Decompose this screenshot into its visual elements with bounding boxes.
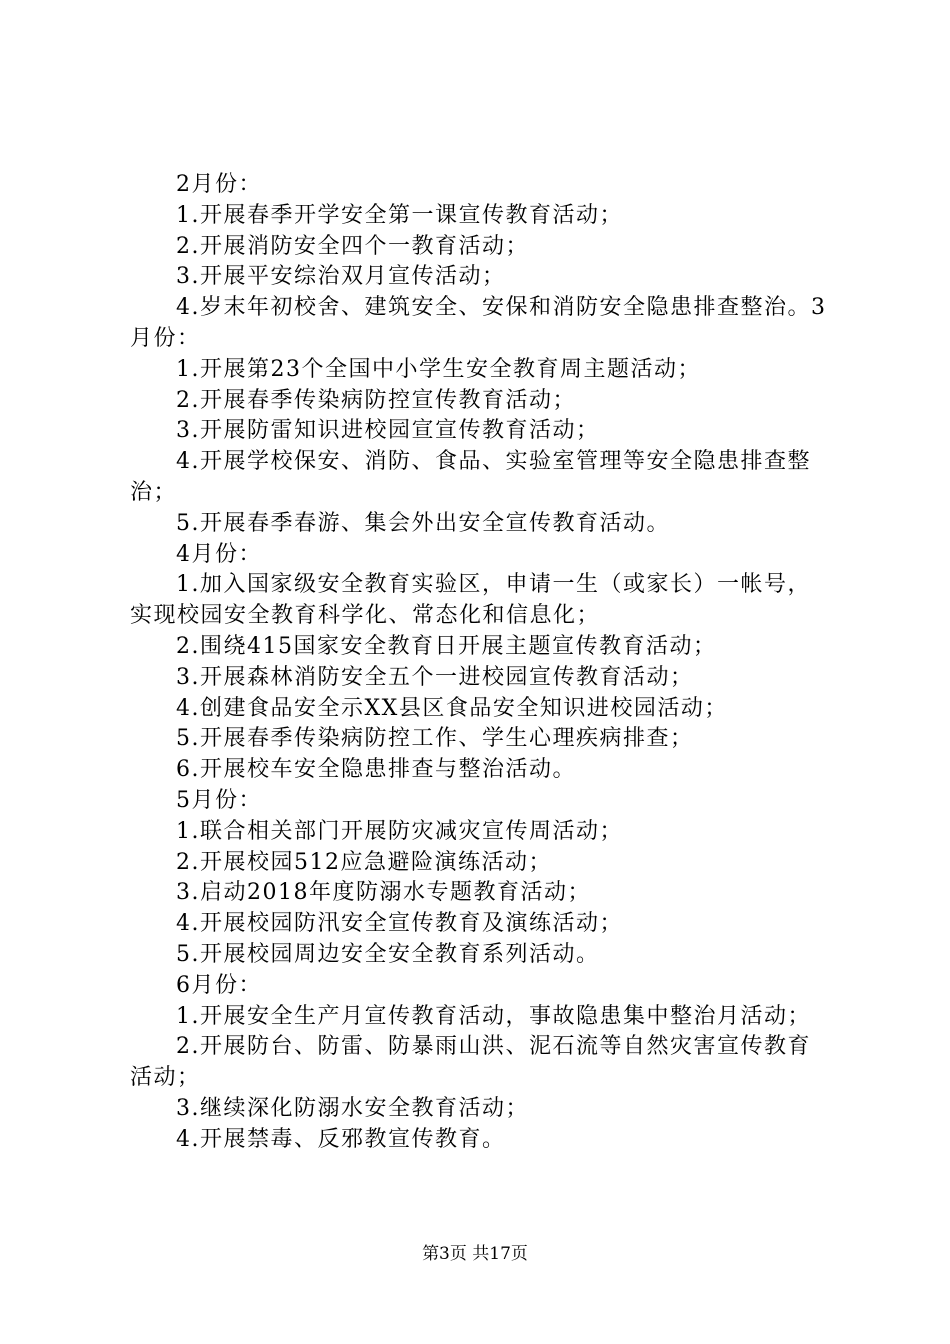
paragraph-apr-item-4: 4.创建食品安全示XX县区食品安全知识进校园活动； (176, 695, 728, 721)
paragraph-mar-item-1: 1.开展第23个全国中小学生安全教育周主题活动； (176, 356, 701, 382)
paragraph-may-item-1: 1.联合相关部门开展防灾减灾宣传周活动； (176, 818, 623, 844)
paragraph-mar-item-5: 5.开展春季春游、集会外出安全宣传教育活动。 (176, 510, 670, 536)
paragraph-feb-heading: 2月份： (176, 172, 262, 197)
paragraph-feb-item-4: 4.岁末年初校舍、建筑安全、安保和消防安全隐患排查整治。3月份： (130, 295, 827, 351)
paragraph-may-item-3: 3.启动2018年度防溺水专题教育活动； (176, 880, 591, 906)
paragraph-feb-item-3: 3.开展平安综治双月宣传活动； (176, 264, 506, 290)
paragraph-apr-item-5: 5.开展春季传染病防控工作、学生心理疾病排查； (176, 726, 694, 752)
paragraph-jun-item-2: 2.开展防台、防雷、防暴雨山洪、泥石流等自然灾害宣传教育活动； (130, 1034, 811, 1091)
paragraph-apr-heading: 4月份： (176, 541, 262, 567)
paragraph-mar-item-2: 2.开展春季传染病防控宣传教育活动； (176, 387, 576, 413)
paragraph-may-heading: 5月份： (176, 787, 262, 813)
paragraph-mar-item-4: 4.开展学校保安、消防、食品、实验室管理等安全隐患排查整治； (130, 449, 811, 505)
page-number-label: 第3页 共17页 (422, 1244, 528, 1264)
document-body (130, 170, 830, 1156)
paragraph-feb-item-2: 2.开展消防安全四个一教育活动； (176, 233, 529, 259)
paragraph-jun-item-1: 1.开展安全生产月宣传教育活动，事故隐患集中整治月活动； (176, 1003, 811, 1029)
paragraph-apr-item-1: 1.加入国家级安全教育实验区，申请一生（或家长）一帐号，实现校园安全教育科学化、常态化和信息化； (130, 572, 811, 629)
paragraph-may-item-2: 2.开展校园512应急避险演练活动； (176, 849, 552, 875)
paragraph-jun-item-3: 3.继续深化防溺水安全教育活动； (176, 1095, 529, 1121)
paragraph-may-item-5: 5.开展校园周边安全安全教育系列活动。 (176, 941, 600, 967)
paragraph-jun-item-4: 4.开展禁毒、反邪教宣传教育。 (176, 1126, 506, 1152)
paragraph-apr-item-2: 2.围绕415国家安全教育日开展主题宣传教育活动； (176, 633, 717, 659)
paragraph-apr-item-6: 6.开展校车安全隐患排查与整治活动。 (176, 757, 576, 783)
paragraph-feb-item-1: 1.开展春季开学安全第一课宣传教育活动； (176, 202, 623, 228)
paragraph-mar-item-3: 3.开展防雷知识进校园宣宣传教育活动； (176, 418, 600, 444)
paragraph-apr-item-3: 3.开展森林消防安全五个一进校园宣传教育活动； (176, 664, 694, 690)
paragraph-may-item-4: 4.开展校园防汛安全宣传教育及演练活动； (176, 911, 623, 937)
page-footer (0, 1243, 950, 1265)
paragraph-jun-heading: 6月份： (176, 972, 262, 998)
